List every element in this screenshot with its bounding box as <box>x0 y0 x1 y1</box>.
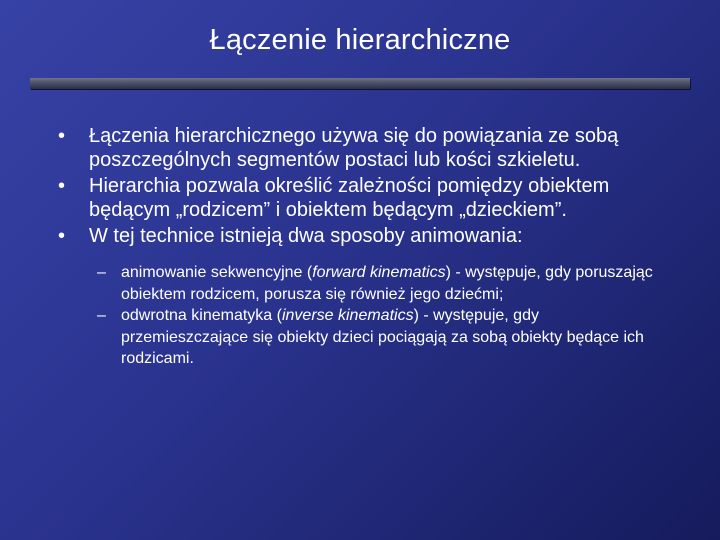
bullet-item <box>58 124 658 172</box>
bullet-marker: • <box>58 225 66 247</box>
dash-marker: – <box>97 307 106 324</box>
sub-bullet-text-end: ) - występuje, gdy przemieszczające się obiekty dzieci pociągają za sobą obiekty będące ich rodzicami. <box>121 307 644 367</box>
bullet-marker: • <box>58 125 66 147</box>
sub-bullet-list <box>97 262 658 370</box>
sub-bullet-term: forward kinematics <box>312 264 446 281</box>
sub-bullet-item <box>97 305 658 370</box>
bullet-text: W tej technice istnieją dwa sposoby animowania: <box>89 225 523 247</box>
sub-bullet-text-start: odwrotna kinematyka ( <box>121 307 282 324</box>
bullet-item <box>58 174 658 222</box>
bullet-marker: • <box>58 175 66 197</box>
bullet-item <box>58 224 658 248</box>
sub-bullet-text-end: ) - występuje, gdy poruszając obiektem rodzicem, porusza się również jego dziećmi; <box>121 264 653 303</box>
dash-marker: – <box>97 264 106 281</box>
sub-bullet-item <box>97 262 658 305</box>
slide-content <box>58 124 658 370</box>
bullet-text: Hierarchia pozwala określić zależności pomiędzy obiektem będącym „rodzicem” i obiektem będącym „dzieckiem”. <box>89 175 610 221</box>
bullet-text: Łączenia hierarchicznego używa się do powiązania ze sobą poszczególnych segmentów postaci lub kości szkieletu. <box>89 125 619 171</box>
sub-bullet-term: inverse kinematics <box>281 307 414 324</box>
sub-bullet-text-start: animowanie sekwencyjne ( <box>121 264 313 281</box>
title-divider <box>30 78 690 89</box>
slide-title: Łączenie hierarchiczne <box>209 24 511 56</box>
